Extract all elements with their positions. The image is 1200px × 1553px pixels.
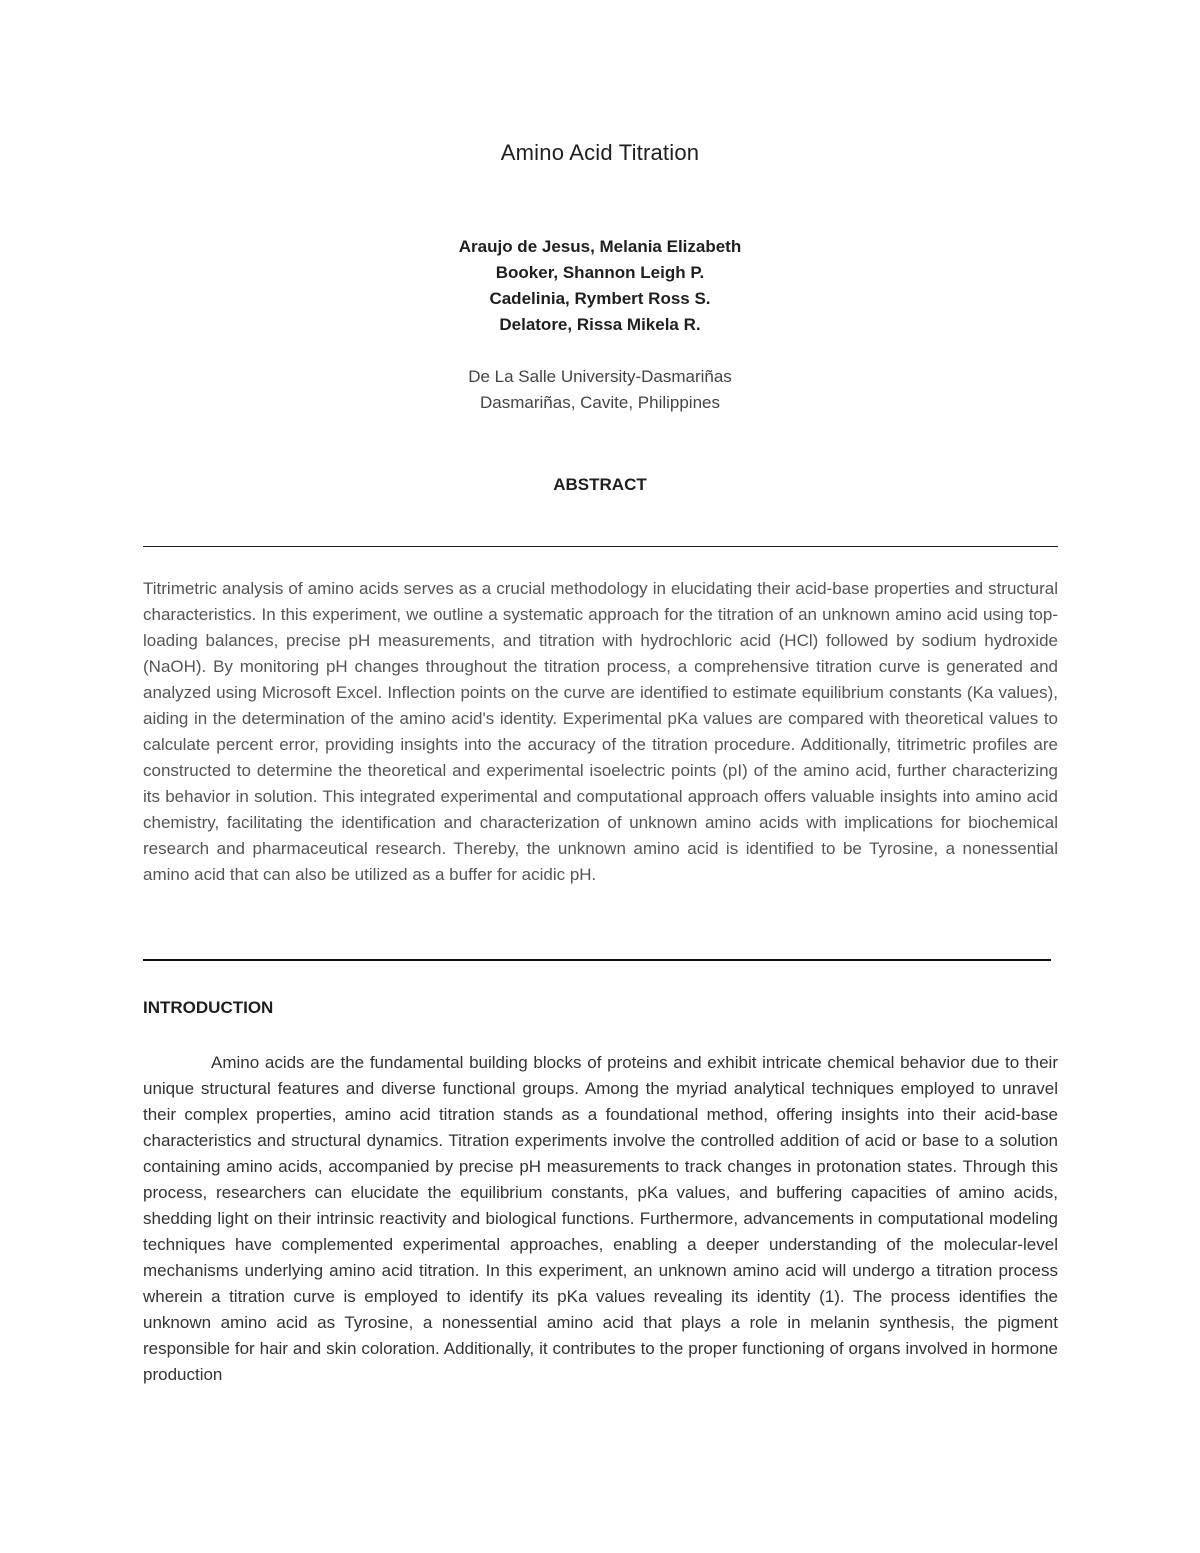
institution-location: Dasmariñas, Cavite, Philippines xyxy=(480,393,720,412)
abstract-bottom-divider xyxy=(143,959,1051,961)
abstract-heading: ABSTRACT xyxy=(553,475,647,494)
abstract-top-divider xyxy=(143,546,1058,547)
affiliation xyxy=(0,364,1200,416)
introduction-heading: INTRODUCTION xyxy=(143,998,274,1017)
author-name: Delatore, Rissa Mikela R. xyxy=(499,315,701,334)
introduction-paragraph: Amino acids are the fundamental building blocks of proteins and exhibit intricate chemical behavior due to their unique structural features and diverse functional groups. Among the myriad analytical techniques employed to unravel their complex properties, amino acid titration stands as a foundational method, offering insights into their acid-base characteristics and structural dynamics. Titration experiments involve the controlled addition of acid or base to a solution containing amino acids, accompanied by precise pH measurements to track changes in protonation states. Through this process, researchers can elucidate the equilibrium constants, pKa values, and buffering capacities of amino acids, shedding light on their intrinsic reactivity and biological functions. Furthermore, advancements in computational modeling techniques have complemented experimental approaches, enabling a deeper understanding of the molecular-level mechanisms underlying amino acid titration. In this experiment, an unknown amino acid will undergo a titration process wherein a titration curve is employed to identify its pKa values revealing its identity (1). The process identifies the unknown amino acid as Tyrosine, a nonessential amino acid that plays a role in melanin synthesis, the pigment responsible for hair and skin coloration. Additionally, it contributes to the proper functioning of organs involved in hormone production xyxy=(143,1053,1058,1384)
institution: De La Salle University-Dasmariñas xyxy=(468,367,732,386)
author-name: Cadelinia, Rymbert Ross S. xyxy=(489,289,711,308)
author-list xyxy=(0,234,1200,338)
abstract-paragraph: Titrimetric analysis of amino acids serves as a crucial methodology in elucidating their acid-base properties and structural characteristics. In this experiment, we outline a systematic approach for the titration of an unknown amino acid using top-loading balances, precise pH measurements, and titration with hydrochloric acid (HCl) followed by sodium hydroxide (NaOH). By monitoring pH changes throughout the titration process, a comprehensive titration curve is generated and analyzed using Microsoft Excel. Inflection points on the curve are identified to estimate equilibrium constants (Ka values), aiding in the determination of the amino acid's identity. Experimental pKa values are compared with theoretical values to calculate percent error, providing insights into the accuracy of the titration procedure. Additionally, titrimetric profiles are constructed to determine the theoretical and experimental isoelectric points (pI) of the amino acid, further characterizing its behavior in solution. This integrated experimental and computational approach offers valuable insights into amino acid chemistry, facilitating the identification and characterization of unknown amino acids with implications for biochemical research and pharmaceutical research. Thereby, the unknown amino acid is identified to be Tyrosine, a nonessential amino acid that can also be utilized as a buffer for acidic pH. xyxy=(143,579,1058,884)
author-name: Booker, Shannon Leigh P. xyxy=(495,263,705,282)
author-name: Araujo de Jesus, Melania Elizabeth xyxy=(458,237,742,256)
paper-title: Amino Acid Titration xyxy=(500,140,700,165)
